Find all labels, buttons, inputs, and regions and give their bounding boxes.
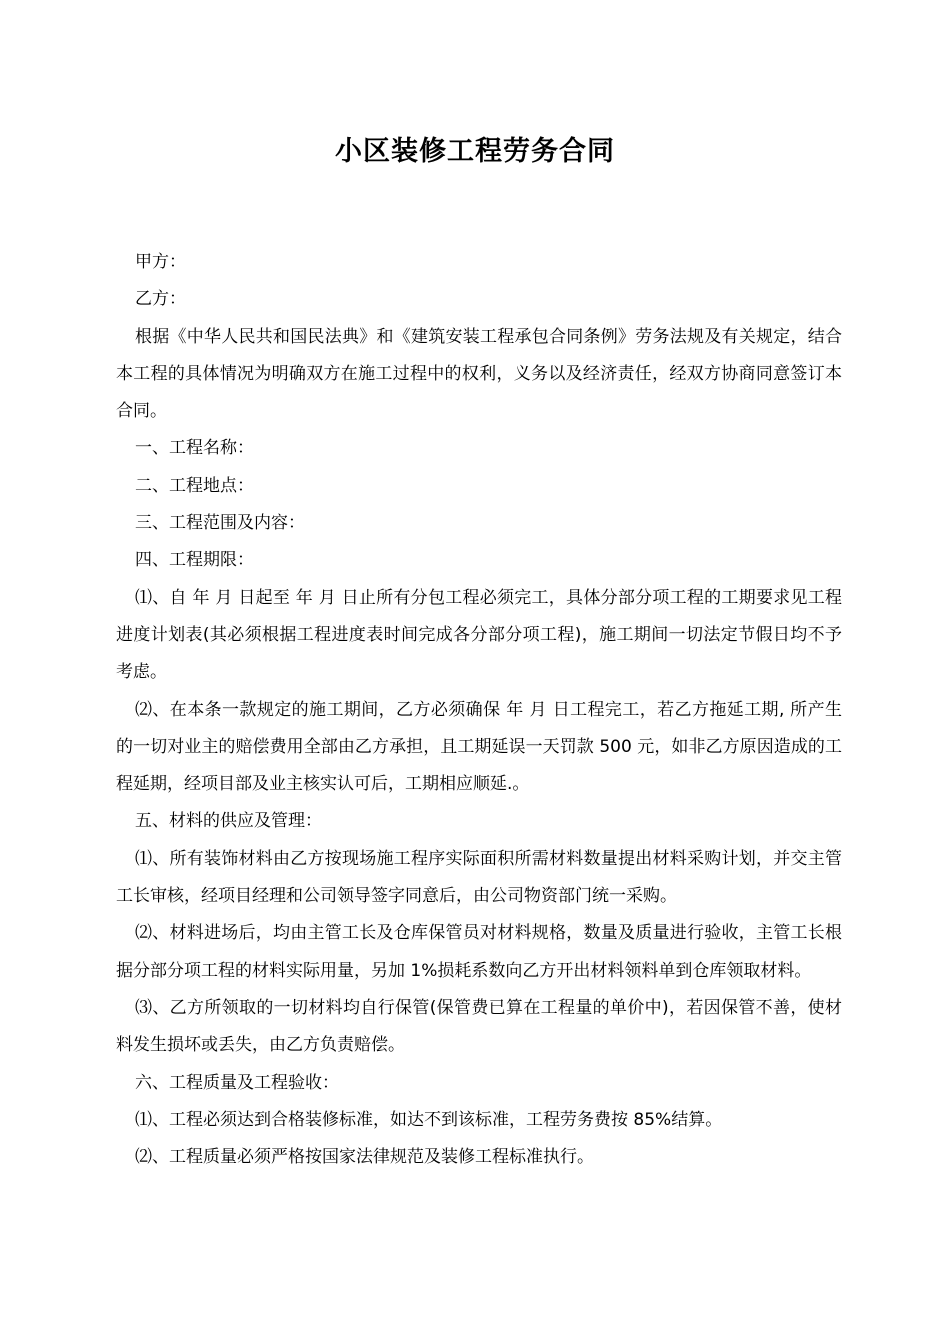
section-heading-project-period: 四、工程期限： xyxy=(135,550,254,571)
period-clause-2: ⑵、在本条一款规定的施工期间，乙方必须确保 年 月 日工程完工，若乙方拖延工期, 所产生的一切对业主的赔偿费用全部由乙方承担，且工期延误一天罚款 500 元，如非乙方原因造成的工程延期，经项目部及业主核实认可后，工期相应顺延.。 xyxy=(116,699,842,795)
materials-clause-2: ⑵、材料进场后，均由主管工长及仓库保管员对材料规格，数量及质量进行验收，主管工长根据分部分项工程的材料实际用量，另加 1%损耗系数向乙方开出材料领料单到仓库领取材料。 xyxy=(116,923,842,981)
materials-clause-1: ⑴、所有装饰材料由乙方按现场施工程序实际面积所需材料数量提出材料采购计划，并交主管工长审核，经项目经理和公司领导签字同意后，由公司物资部门统一采购。 xyxy=(116,848,842,907)
party-b-line: 乙方： xyxy=(135,289,186,310)
section-heading-project-location: 二、工程地点： xyxy=(135,475,254,496)
quality-clause-2: ⑵、工程质量必须严格按国家法律规范及装修工程标准执行。 xyxy=(135,1147,594,1168)
quality-clause-1: ⑴、工程必须达到合格装修标准，如达不到该标准，工程劳务费按 85%结算。 xyxy=(135,1109,723,1130)
party-a-line: 甲方： xyxy=(135,252,186,272)
period-clause-1: ⑴、自 年 月 日起至 年 月 日止所有分包工程必须完工，具体分部分项工程的工期要求见工程进度计划表(其必须根据工程进度表时间完成各分部分项工程)，施工期间一切法定节假日均不予考虑。 xyxy=(116,587,842,683)
materials-clause-3: ⑶、乙方所领取的一切材料均自行保管(保管费已算在工程量的单价中)，若因保管不善，使材料发生损坏或丢失，由乙方负责赔偿。 xyxy=(116,997,842,1056)
document-body xyxy=(116,244,842,1176)
section-heading-project-name: 一、工程名称： xyxy=(135,438,254,459)
section-heading-project-scope: 三、工程范围及内容： xyxy=(135,513,305,534)
document-title: 小区装修工程劳务合同 xyxy=(335,136,615,167)
preamble-paragraph: 根据《中华人民共和国民法典》和《建筑安装工程承包合同条例》劳务法规及有关规定，结合本工程的具体情况为明确双方在施工过程中的权利，义务以及经济责任，经双方协商同意签订本合同。 xyxy=(116,326,842,422)
section-heading-quality: 六、工程质量及工程验收： xyxy=(135,1072,339,1093)
section-heading-materials: 五、材料的供应及管理： xyxy=(135,811,322,832)
